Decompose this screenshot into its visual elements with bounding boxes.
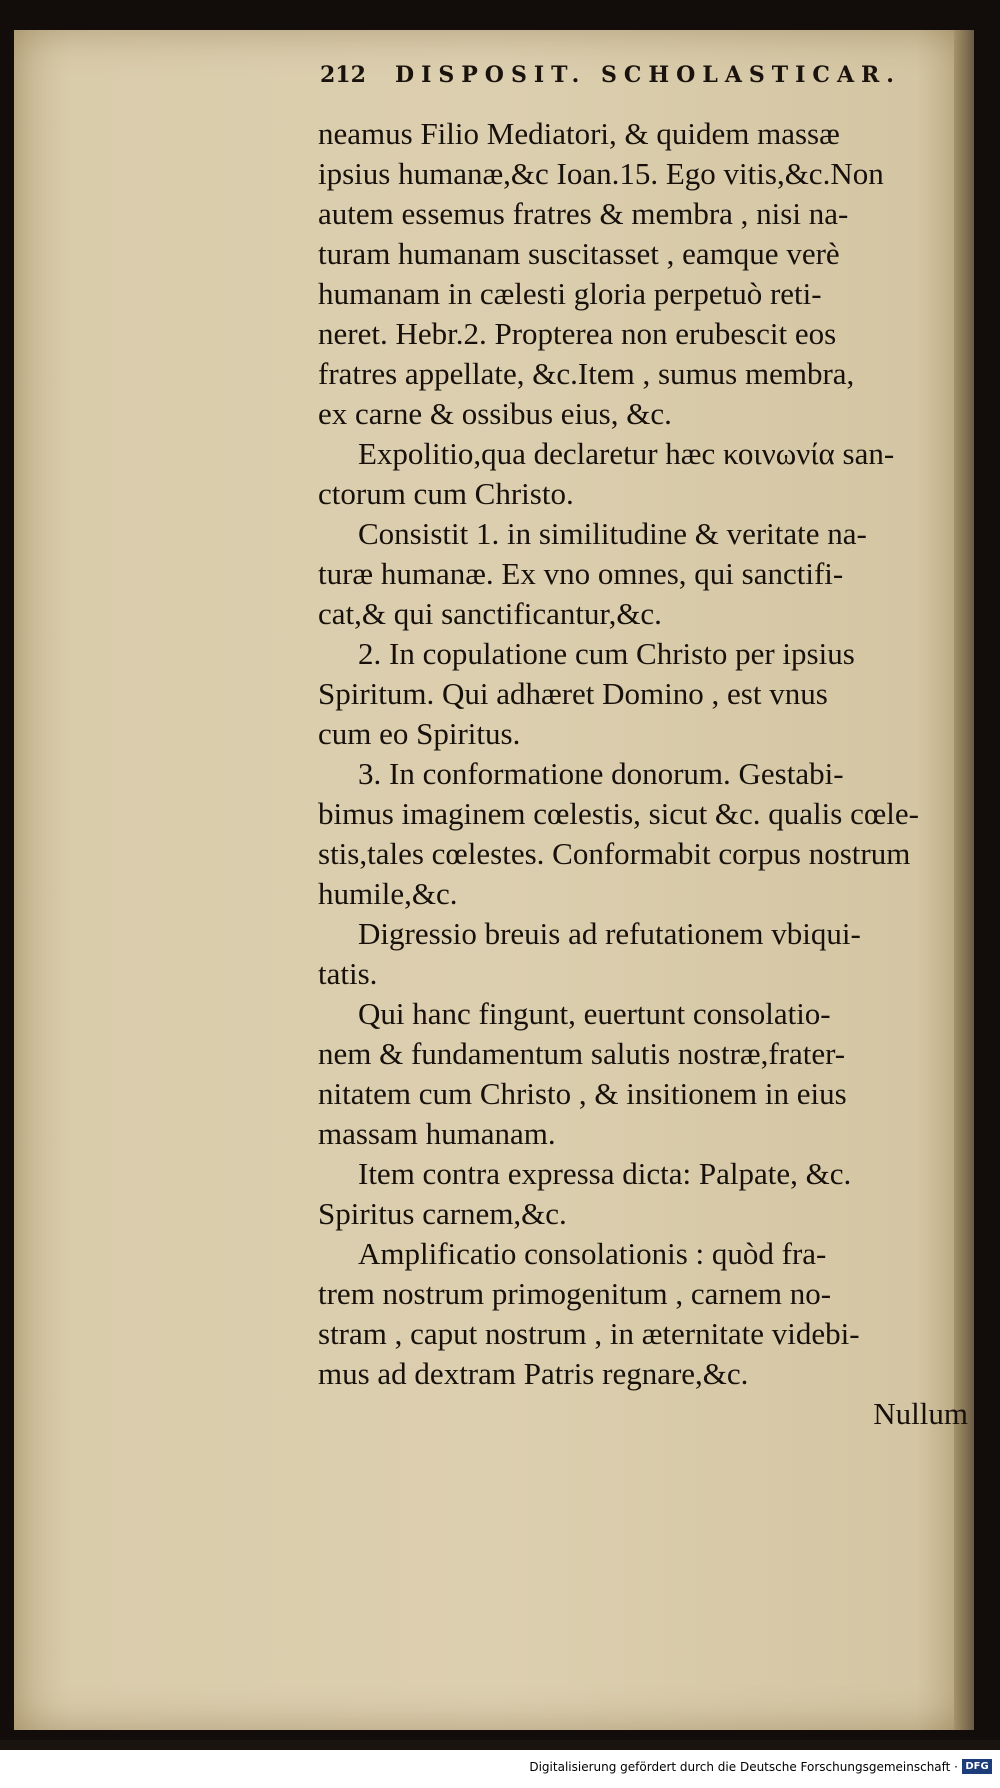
text-line: Consistit 1. in similitudine & veritate na- [358, 516, 867, 551]
text-line: ipsius humanæ,&c Ioan.15. Ego vitis,&c.Non [318, 156, 884, 191]
text-line: Amplificatio consolationis : quòd fra- [358, 1236, 827, 1271]
text-line: bimus imaginem cœlestis, sicut &c. qualis cœle- [318, 796, 919, 831]
text-line: tatis. [318, 956, 378, 991]
text-line: stis,tales cœlestes. Conformabit corpus nostrum [318, 836, 911, 871]
text-line: 2. In copulatione cum Christo per ipsius [358, 636, 855, 671]
running-head [395, 62, 915, 88]
text-line: fratres appellate, &c.Item , sumus membra, [318, 356, 855, 391]
text-line: mus ad dextram Patris regnare,&c. [318, 1356, 749, 1391]
text-line: neret. Hebr.2. Propterea non erubescit eos [318, 316, 837, 351]
text-line: Qui hanc fingunt, euertunt consolatio- [358, 996, 831, 1031]
catchword: Nullum [873, 1396, 968, 1431]
text-line: humile,&c. [318, 876, 458, 911]
text-line: autem essemus fratres & membra , nisi na- [318, 196, 849, 231]
text-line: Spiritum. Qui adhæret Domino , est vnus [318, 676, 828, 711]
running-head-text: DISPOSIT. SCHOLASTICAR. [395, 62, 901, 88]
footer-credit: Digitalisierung gefördert durch die Deutsche Forschungsgemeinschaft · [529, 1760, 958, 1774]
footer-bar [0, 1750, 1000, 1788]
text-block [318, 114, 968, 1434]
text-line: neamus Filio Mediatori, & quidem massæ [318, 116, 840, 151]
text-line: Spiritus carnem,&c. [318, 1196, 567, 1231]
text-line: massam humanam. [318, 1116, 556, 1151]
text-line: nitatem cum Christo , & insitionem in eius [318, 1076, 847, 1111]
text-line: cum eo Spiritus. [318, 716, 521, 751]
text-line: trem nostrum primogenitum , carnem no- [318, 1276, 832, 1311]
text-line: nem & fundamentum salutis nostræ,frater- [318, 1036, 846, 1071]
text-line: Digressio breuis ad refutationem vbiqui- [358, 916, 861, 951]
dfg-logo: DFG [962, 1759, 992, 1774]
page-number: 212 [320, 62, 366, 88]
text-line: turæ humanæ. Ex vno omnes, qui sanctifi- [318, 556, 844, 591]
text-line: stram , caput nostrum , in æternitate videbi- [318, 1316, 860, 1351]
text-line: Item contra expressa dicta: Palpate, &c. [358, 1156, 852, 1191]
text-line: cat,& qui sanctificantur,&c. [318, 596, 662, 631]
text-line: Expolitio,qua declaretur hæc κοινωνία san- [358, 436, 895, 471]
text-line: ctorum cum Christo. [318, 476, 574, 511]
text-line: 3. In conformatione donorum. Gestabi- [358, 756, 844, 791]
text-line: ex carne & ossibus eius, &c. [318, 396, 672, 431]
text-line: humanam in cælesti gloria perpetuò reti- [318, 276, 822, 311]
text-line: turam humanam suscitasset , eamque verè [318, 236, 840, 271]
